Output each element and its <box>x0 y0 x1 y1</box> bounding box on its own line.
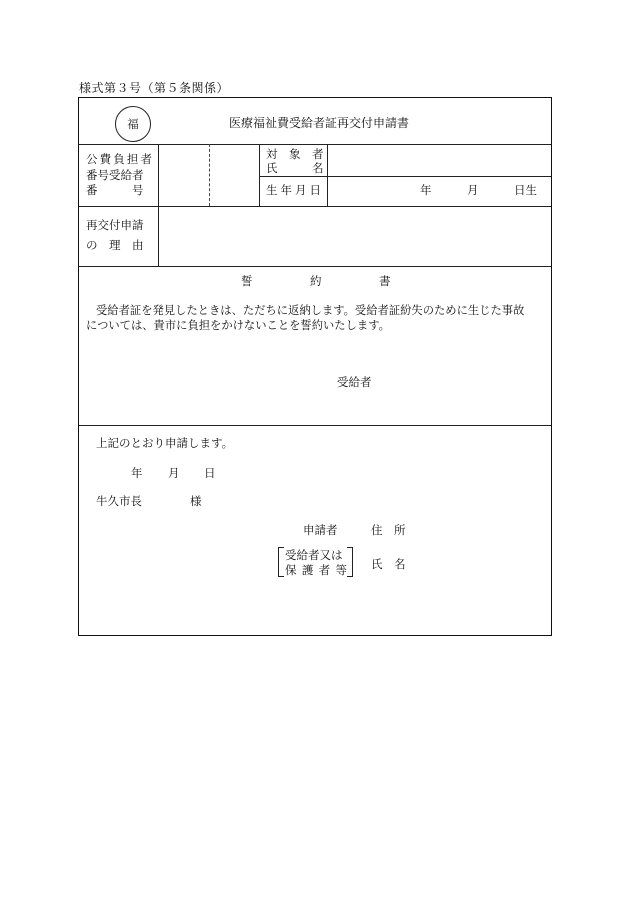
recipient-label: 受給者 <box>337 375 372 389</box>
birth-month-unit: 月 <box>467 183 479 197</box>
address-label: 住 所 <box>371 523 406 537</box>
burden-number-label-3: 番 号 <box>86 183 144 197</box>
target-person-label: 対 象 者 <box>266 147 324 161</box>
date-day-unit: 日 <box>204 466 216 480</box>
form-number-label: 様式第３号（第５条関係） <box>79 81 230 95</box>
pledge-heading: 誓 約 書 <box>241 274 391 288</box>
name-label: 氏 名 <box>371 557 406 571</box>
divider <box>79 425 551 426</box>
addressee: 牛久市長 <box>96 494 142 508</box>
left-bracket <box>278 547 284 577</box>
divider <box>259 144 260 206</box>
pledge-text-line-2: については、貴市に負担をかけないことを誓約いたします。 <box>86 319 390 332</box>
form-title: 医療福祉費受給者証再交付申請書 <box>229 116 410 130</box>
birth-day-unit: 日生 <box>514 183 537 197</box>
guardian-label-2: 保 護 者 等 <box>285 563 347 577</box>
honorific: 様 <box>190 494 202 508</box>
birth-date-field[interactable] <box>328 177 550 205</box>
application-form <box>78 97 552 636</box>
applicant-name-field[interactable] <box>414 553 544 575</box>
date-year-unit: 年 <box>131 466 143 480</box>
reason-label-1: 再交付申請 <box>86 218 144 232</box>
burden-number-field-left[interactable] <box>159 145 209 205</box>
reason-field[interactable] <box>159 207 550 265</box>
applicant-label: 申請者 <box>303 523 338 537</box>
burden-number-field-right[interactable] <box>210 145 258 205</box>
right-bracket <box>347 547 353 577</box>
reason-label-2: の 理 由 <box>86 238 144 252</box>
birth-date-label: 生年月日 <box>266 183 324 197</box>
date-month-unit: 月 <box>168 466 180 480</box>
guardian-label-1: 受給者又は <box>285 548 343 562</box>
pledge-text-line-1: 受給者証を発見したときは、ただちに返納します。受給者証紛失のために生じた事故 <box>96 304 525 317</box>
birth-year-unit: 年 <box>420 183 432 197</box>
target-name-field[interactable] <box>328 145 550 176</box>
application-statement: 上記のとおり申請します。 <box>96 436 234 450</box>
address-field[interactable] <box>414 519 544 541</box>
target-name-label: 氏 名 <box>266 161 324 175</box>
divider <box>79 266 551 267</box>
burden-number-label-1: 公 費 負 担 者 <box>86 152 152 166</box>
welfare-seal-icon: 福 <box>115 106 151 142</box>
recipient-signature-field[interactable] <box>379 371 539 393</box>
burden-number-label-2: 番号受給者 <box>86 168 144 182</box>
